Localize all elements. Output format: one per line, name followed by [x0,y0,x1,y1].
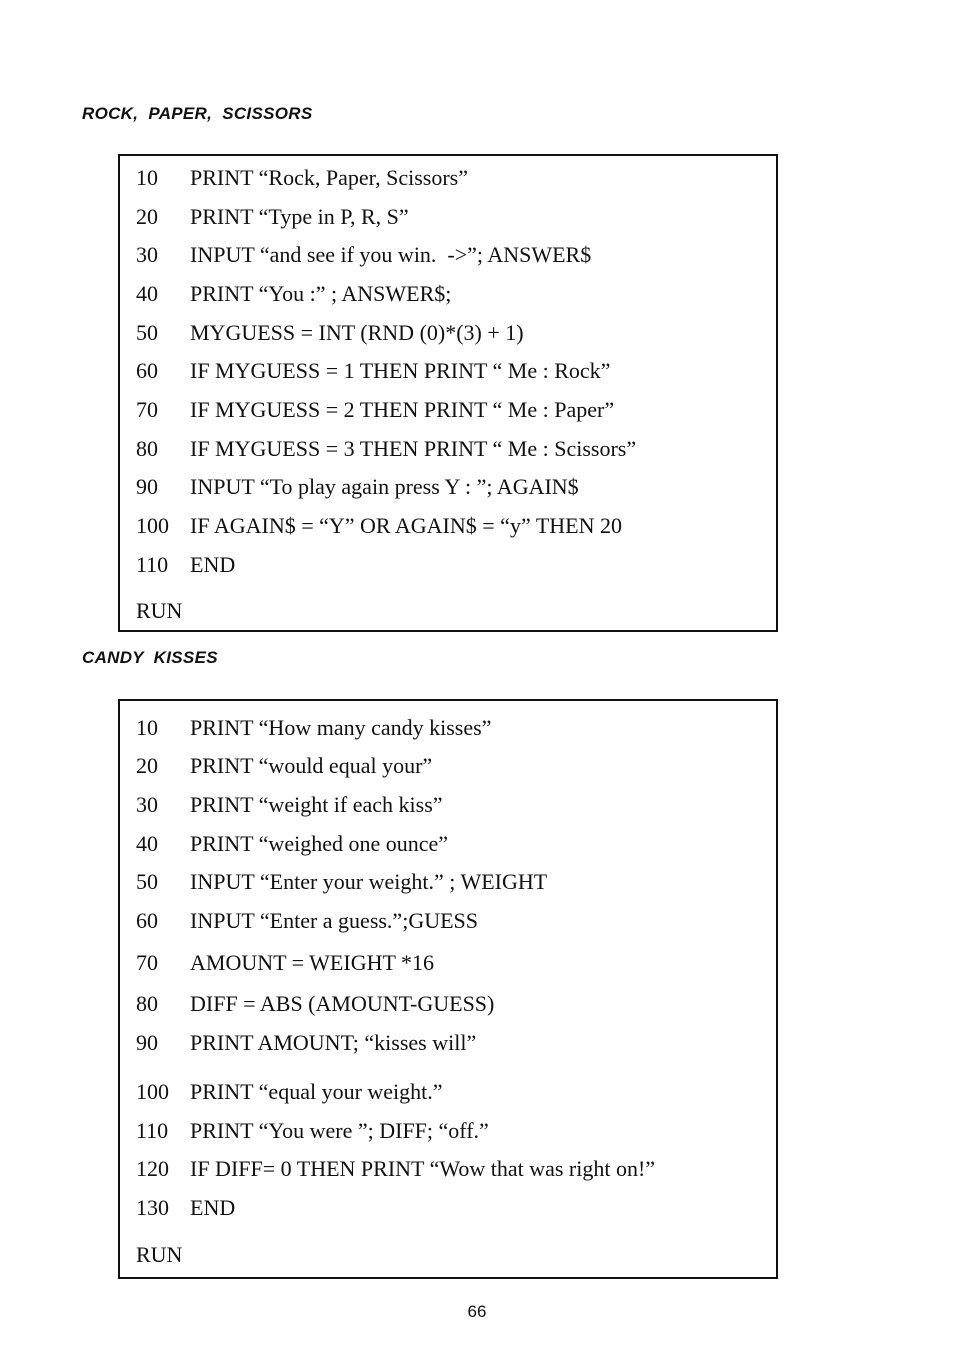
code-line [136,867,547,897]
section-title-rock-paper-scissors: ROCK, PAPER, SCISSORS [82,104,313,123]
code-line [136,356,610,386]
code-line [136,1154,655,1184]
code-line [136,472,579,502]
line-number: 100 [136,513,169,538]
line-number: 20 [136,753,158,778]
line-number: 120 [136,1156,169,1181]
line-number: 130 [136,1195,169,1220]
code-line [136,906,478,936]
code-line [136,279,451,309]
line-number: 100 [136,1079,169,1104]
code-statement: INPUT “To play again press Y : ”; AGAIN$ [190,474,579,499]
section-title-candy-kisses: CANDY KISSES [82,648,218,667]
code-line [136,1077,443,1107]
code-listing-rock-paper-scissors [118,154,778,632]
code-line [136,829,448,859]
code-statement: INPUT “Enter a guess.”;GUESS [190,908,478,933]
page-number: 66 [467,1302,487,1321]
code-statement: AMOUNT = WEIGHT *16 [190,950,435,975]
code-statement: INPUT “and see if you win. ->”; ANSWER$ [190,242,592,267]
code-statement: PRINT “weight if each kiss” [190,792,443,817]
code-line [136,713,491,743]
code-statement: PRINT “You were ”; DIFF; “off.” [190,1118,489,1143]
run-command: RUN [136,598,183,623]
line-number: 20 [136,204,158,229]
code-statement: END [190,1195,236,1220]
code-line [136,1116,489,1146]
line-number: 60 [136,358,158,383]
code-statement: PRINT “would equal your” [190,753,433,778]
code-statement: PRINT “weighed one ounce” [190,831,449,856]
code-line [136,434,636,464]
line-number: 30 [136,792,158,817]
code-line [136,240,591,270]
line-number: 50 [136,320,158,345]
code-statement: IF AGAIN$ = “Y” OR AGAIN$ = “y” THEN 20 [190,513,622,538]
code-line [136,1028,476,1058]
code-statement: PRINT “You :” ; ANSWER$; [190,281,452,306]
code-line [136,163,468,193]
line-number: 10 [136,715,158,740]
code-statement: END [190,552,236,577]
code-statement: PRINT “Rock, Paper, Scissors” [190,165,468,190]
code-line [136,948,434,978]
line-number: 80 [136,436,158,461]
code-statement: IF DIFF= 0 THEN PRINT “Wow that was right on!” [190,1156,656,1181]
code-statement: INPUT “Enter your weight.” ; WEIGHT [190,869,548,894]
code-line [136,751,432,781]
code-line [136,1193,235,1223]
line-number: 50 [136,869,158,894]
code-statement: DIFF = ABS (AMOUNT-GUESS) [190,991,495,1016]
code-statement: PRINT AMOUNT; “kisses will” [190,1030,477,1055]
code-statement: PRINT “equal your weight.” [190,1079,443,1104]
line-number: 40 [136,281,158,306]
line-number: 10 [136,165,158,190]
line-number: 80 [136,991,158,1016]
code-statement: IF MYGUESS = 3 THEN PRINT “ Me : Scissors” [190,436,637,461]
code-line [136,989,494,1019]
line-number: 60 [136,908,158,933]
code-statement: MYGUESS = INT (RND (0)*(3) + 1) [190,320,524,345]
code-line [136,550,235,580]
code-line [136,318,524,348]
line-number: 90 [136,1030,158,1055]
line-number: 110 [136,1118,169,1143]
code-line [136,395,614,425]
code-line [136,202,409,232]
line-number: 30 [136,242,158,267]
line-number: 70 [136,950,158,975]
code-statement: PRINT “Type in P, R, S” [190,204,409,229]
line-number: 70 [136,397,158,422]
code-statement: IF MYGUESS = 2 THEN PRINT “ Me : Paper” [190,397,615,422]
code-statement: PRINT “How many candy kisses” [190,715,492,740]
line-number: 110 [136,552,169,577]
code-line [136,790,443,820]
code-listing-candy-kisses [118,699,778,1279]
line-number: 40 [136,831,158,856]
code-statement: IF MYGUESS = 1 THEN PRINT “ Me : Rock” [190,358,611,383]
code-line [136,511,622,541]
run-command: RUN [136,1242,183,1267]
line-number: 90 [136,474,158,499]
